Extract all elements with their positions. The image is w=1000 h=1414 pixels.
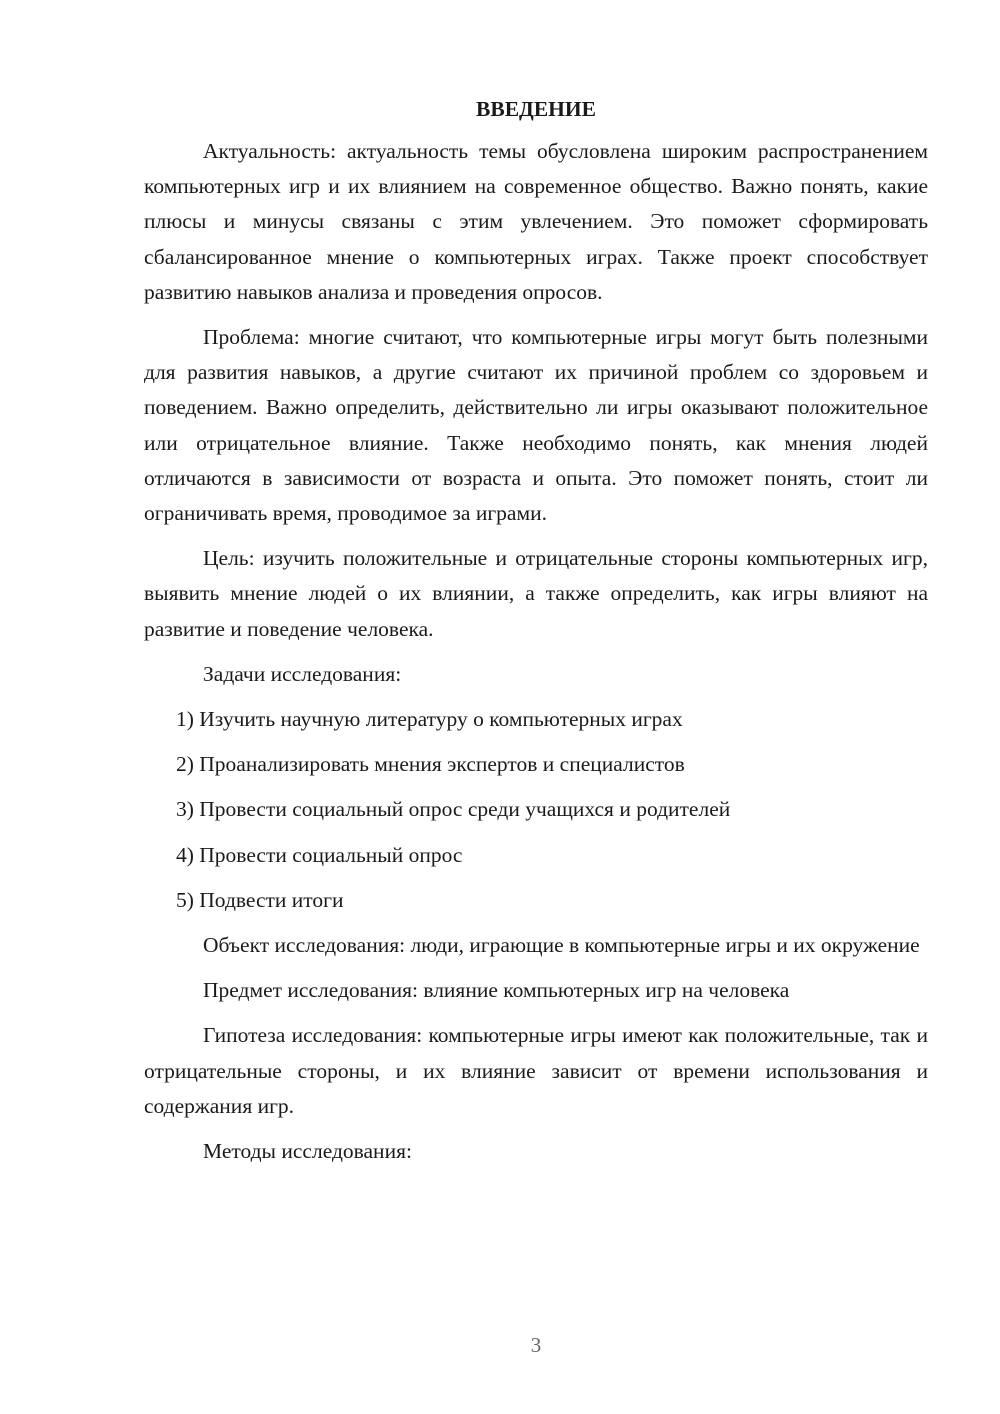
hypothesis-paragraph: Гипотеза исследования: компьютерные игры имеют как положительные, так и отрицательные стороны, и их влияние зависит от времени использования и содержания игр. — [144, 1023, 928, 1118]
tasks-heading: Задачи исследования: — [203, 661, 402, 686]
object-paragraph: Объект исследования: люди, играющие в компьютерные игры и их окружение — [203, 933, 920, 958]
page-content — [144, 92, 928, 1179]
relevance-paragraph: Актуальность: актуальность темы обусловлена широким распространением компьютерных игр и их влиянием на современное общество. Важно понять, какие плюсы и минусы связаны с этим увлечением. Это поможет сформировать сбалансированное мнение о компьютерных играх. Также проект способствует развитию навыков анализа и проведения опросов. — [144, 139, 928, 304]
methods-heading: Методы исследования: — [203, 1139, 412, 1164]
goal-paragraph: Цель: изучить положительные и отрицательные стороны компьютерных игр, выявить мнение людей о их влиянии, а также определить, как игры влияют на развитие и поведение человека. — [144, 546, 928, 641]
task-item: 1) Изучить научную литературу о компьютерных играх — [176, 707, 683, 732]
task-item: 4) Провести социальный опрос — [176, 842, 463, 867]
page-number: 3 — [530, 1333, 542, 1357]
task-item: 2) Проанализировать мнения экспертов и специалистов — [176, 752, 685, 777]
problem-paragraph: Проблема: многие считают, что компьютерные игры могут быть полезными для развития навыков, а другие считают их причиной проблем со здоровьем и поведением. Важно определить, действительно ли игры оказывают положительное или отрицательное влияние. Также необходимо понять, как мнения людей отличаются в зависимости от возраста и опыта. Это поможет понять, стоит ли ограничивать время, проводимое за играми. — [144, 325, 928, 526]
subject-paragraph: Предмет исследования: влияние компьютерных игр на человека — [203, 978, 790, 1003]
section-title: ВВЕДЕНИЕ — [476, 97, 596, 121]
tasks-list — [144, 702, 928, 918]
task-item: 3) Провести социальный опрос среди учащихся и родителей — [176, 797, 731, 822]
task-item: 5) Подвести итоги — [176, 887, 344, 912]
